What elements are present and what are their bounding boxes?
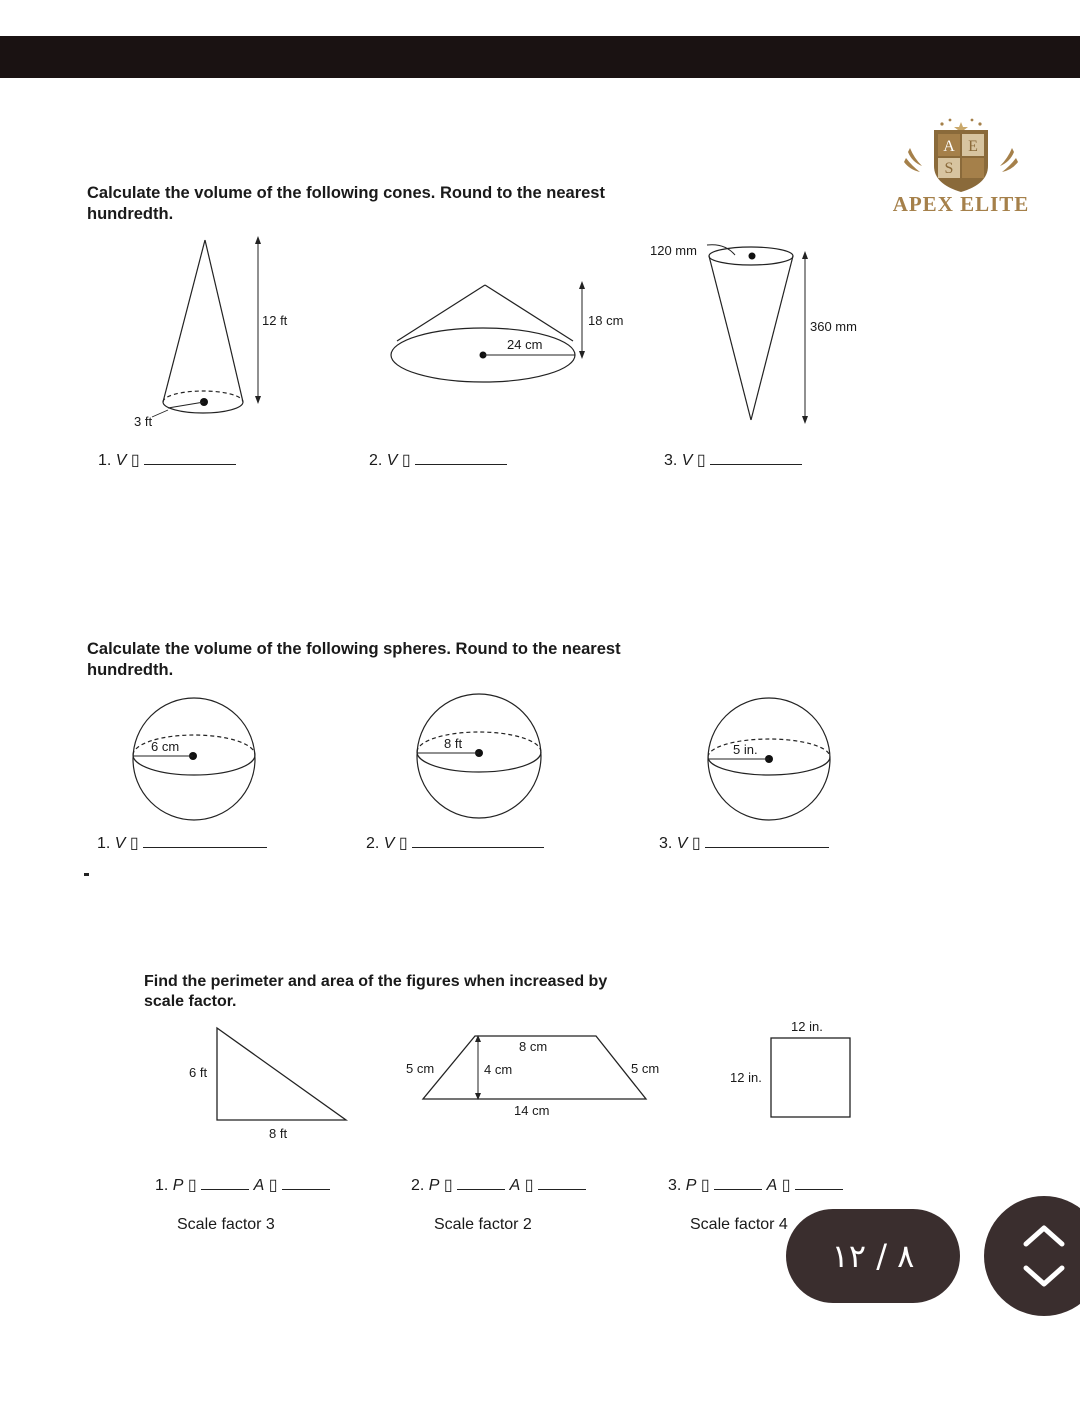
sphere-figure-2	[413, 690, 545, 827]
cones-heading: Calculate the volume of the following cones. Round to the nearest hundredth.	[87, 184, 605, 223]
scale-answer-2-p-blank[interactable]	[457, 1175, 505, 1190]
stray-mark	[84, 873, 89, 876]
trapezoid-bottom-label: 14 cm	[514, 1103, 550, 1118]
scale-answer-3: 3. P ▯ A ▯	[668, 1175, 843, 1195]
cone-answer-1: 1. V ▯	[98, 450, 236, 470]
scale-factor-3: Scale factor 4	[690, 1216, 788, 1233]
trapezoid-figure	[400, 1030, 670, 1130]
scale-answer-2-a-blank[interactable]	[538, 1175, 586, 1190]
page-indicator[interactable]: ٨ / ١٢	[786, 1209, 960, 1303]
cone-answer-3: 3. V ▯	[664, 450, 802, 470]
cone-figure-2	[385, 275, 645, 400]
cone-figure-1	[130, 230, 310, 435]
logo-letter-a: A	[943, 138, 955, 155]
square-figure	[725, 1015, 860, 1130]
scale-answer-1-p-blank[interactable]	[201, 1175, 249, 1190]
sphere3-radius-label: 5 in.	[733, 742, 758, 757]
sphere-answer-1-blank[interactable]	[143, 833, 267, 848]
top-bar	[0, 36, 1080, 78]
scale-factor-1: Scale factor 3	[177, 1216, 275, 1233]
square-left-label: 12 in.	[730, 1070, 762, 1085]
triangle-figure	[185, 1022, 355, 1152]
logo-letter-s: S	[944, 160, 954, 177]
sphere-answer-3: 3. V ▯	[659, 833, 829, 853]
cone2-height-label: 18 cm	[588, 313, 624, 328]
sphere-answer-3-blank[interactable]	[705, 833, 829, 848]
triangle-side-label: 6 ft	[189, 1065, 208, 1080]
cone3-height-label: 360 mm	[810, 319, 857, 334]
logo-wordmark: APEX ELITE	[892, 192, 1030, 216]
cone2-diameter-label: 24 cm	[507, 337, 543, 352]
sphere-answer-2-blank[interactable]	[412, 833, 544, 848]
cone-answer-2: 2. V ▯	[369, 450, 507, 470]
cone-answer-3-blank[interactable]	[710, 450, 802, 465]
scale-answer-2: 2. P ▯ A ▯	[411, 1175, 586, 1195]
chevron-up-down-icon	[1022, 1224, 1066, 1288]
sphere-answer-1: 1. V ▯	[97, 833, 267, 853]
scale-heading: Find the perimeter and area of the figures when increased by scale factor.	[144, 973, 608, 1010]
scale-answer-3-a-blank[interactable]	[795, 1175, 843, 1190]
cone1-height-label: 12 ft	[262, 313, 288, 328]
trapezoid-top-label: 8 cm	[519, 1039, 548, 1054]
scale-factor-2: Scale factor 2	[434, 1216, 532, 1233]
sphere-figure-1	[128, 693, 260, 830]
scale-answer-1-a-blank[interactable]	[282, 1175, 330, 1190]
trapezoid-left-label: 5 cm	[406, 1061, 435, 1076]
triangle-base-label: 8 ft	[269, 1126, 288, 1141]
sphere2-radius-label: 8 ft	[444, 736, 463, 751]
page-nav-button[interactable]	[984, 1196, 1080, 1316]
sphere-figure-3	[703, 695, 835, 830]
square-top-label: 12 in.	[791, 1019, 823, 1034]
scale-answer-3-p-blank[interactable]	[714, 1175, 762, 1190]
cone-answer-2-blank[interactable]	[415, 450, 507, 465]
trapezoid-right-label: 5 cm	[631, 1061, 660, 1076]
logo-letter-e: E	[968, 138, 978, 155]
sphere-answer-2: 2. V ▯	[366, 833, 544, 853]
spheres-heading: Calculate the volume of the following spheres. Round to the nearest hundredth.	[87, 640, 621, 679]
trapezoid-height-label: 4 cm	[484, 1062, 513, 1077]
cone-answer-1-blank[interactable]	[144, 450, 236, 465]
scale-answer-1: 1. P ▯ A ▯	[155, 1175, 330, 1195]
apex-elite-logo	[876, 108, 1046, 220]
sphere1-radius-label: 6 cm	[151, 739, 180, 754]
cone3-top-label: 120 mm	[650, 243, 697, 258]
cone-figure-3	[645, 235, 885, 440]
cone1-radius-label: 3 ft	[134, 414, 153, 429]
